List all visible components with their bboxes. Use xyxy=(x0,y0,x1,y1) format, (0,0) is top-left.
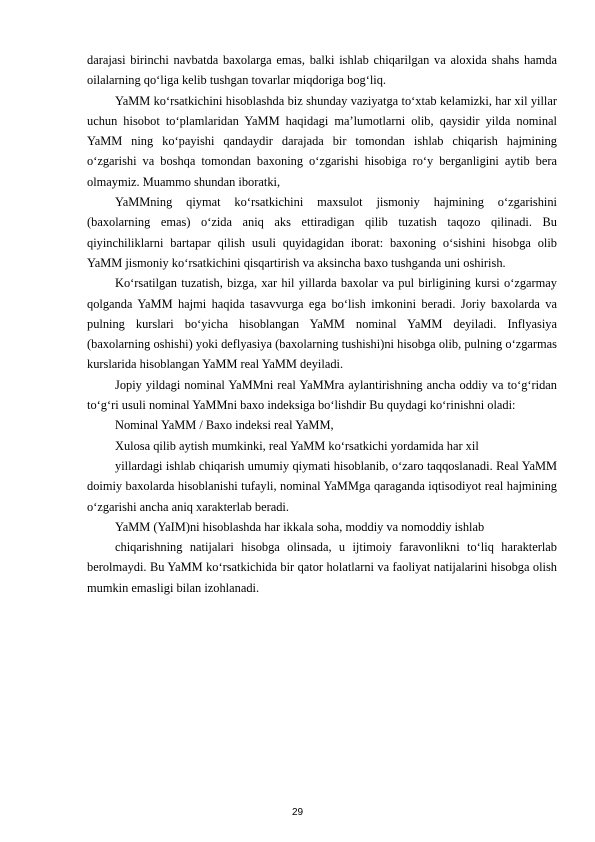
paragraph-3: YaMMning qiymat ko‘rsatkichini maxsulot jismoniy hajmining o‘zgarishini (baxolarning emas) o‘zida aniq aks ettiradigan qilib tuzatish taqozo qilinadi. Bu qiyinchiliklarni bartapar qilish usuli quyidagidan iborat: baxoning o‘sishini hisobga olib YaMM jismoniy ko‘rsatkichini qisqartirish va aksincha baxo tushganda uni oshirish. xyxy=(87,195,557,270)
page-number: 29 xyxy=(291,807,304,818)
paragraph-1: darajasi birinchi navbatda baxolarga emas, balki ishlab chiqarilgan va aloxida shahs hamda oilalarning qo‘liga kelib tushgan tovarlar miqdoriga bog‘liq. xyxy=(87,53,557,88)
document-page xyxy=(87,50,557,598)
paragraph-5: Jopiy yildagi nominal YaMMni real YaMMra aylantirishning ancha oddiy va to‘g‘ridan to‘g‘ri usuli nominal YaMMni baxo indeksiga bo‘lishdir Bu quydagi ko‘rinishni oladi: xyxy=(87,377,557,413)
paragraph-7: Xulosa qilib aytish mumkinki, real YaMM ko‘rsatkichi yordamida har xil xyxy=(115,438,479,453)
paragraph-4: Ko‘rsatilgan tuzatish, bizga, xar hil yillarda baxolar va pul birligining kursi o‘zgarmay qolganda YaMM hajmi haqida tasavvurga ega bo‘lish imkonini beradi. Joriy baxolarda va pulning kurslari bo‘yicha hisoblangan YaMM nominal YaMM deyiladi. Inflyasiya (baxolarning oshishi) yoki deflyasiya (baxolarning tushishi)ni hisobga olib, pulning o‘zgarmas kurslarida hisoblangan YaMM real YaMM deyiladi. xyxy=(87,276,557,372)
paragraph-2: YaMM ko‘rsatkichini hisoblashda biz shunday vaziyatga to‘xtab kelamizki, har xil yillar uchun hisobot to‘plamlaridan YaMM haqidagi ma’lumotlarni olib, qaysidir yilda nominal YaMM ning ko‘payishi qandaydir darajada bir tomondan ishlab chiqarish hajmining o‘zgarishi va boshqa tomondan baxoning o‘zgarishi hisobiga ro‘y berganligini aytib bera olmaymiz. Muammo shundan iboratki, xyxy=(87,93,557,189)
paragraph-8: yillardagi ishlab chiqarish umumiy qiymati hisoblanib, o‘zaro taqqoslanadi. Real YaMM doimiy baxolarda hisoblanishi tufayli, nominal YaMMga qaraganda iqtisodiyot real hajmining o‘zgarishi ancha aniq xarakterlab beradi. xyxy=(87,458,557,514)
formula-line: Nominal YaMM / Baxo indeksi real YaMM, xyxy=(115,418,334,433)
paragraph-9: YaMM (YaIM)ni hisoblashda har ikkala soha, moddiy va nomoddiy ishlab xyxy=(115,519,485,534)
paragraph-10: chiqarishning natijalari hisobga olinsada, u ijtimoiy faravonlikni to‘liq harakterlab berolmaydi. Bu YaMM ko‘rsatkichida bir qator holatlarni va faoliyat natijalarini hisobga olish mumkin emasligi bilan izohlanadi. xyxy=(87,540,557,595)
